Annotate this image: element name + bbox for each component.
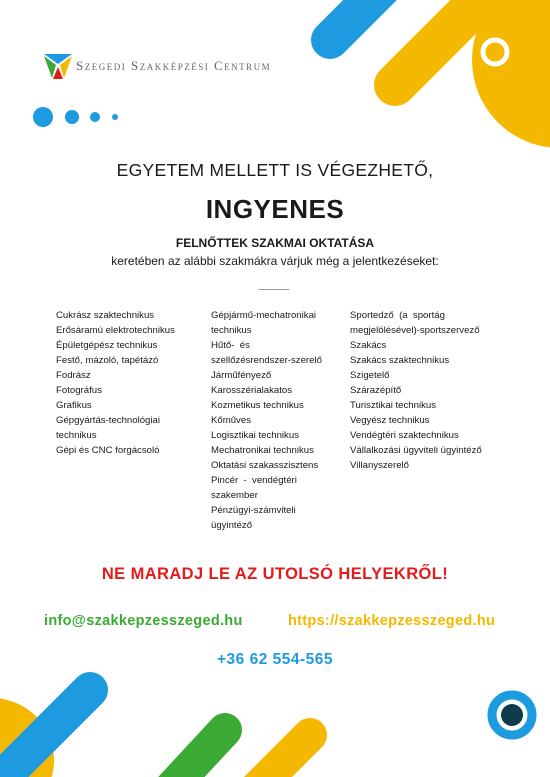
profession-item: szellőzésrendszer-szerelő [211,355,322,366]
profession-item: Hűtő- és [211,340,250,351]
profession-item: Oktatási szakasszisztens [211,460,319,471]
profession-item: Szakács szaktechnikus [350,355,450,366]
profession-item: Karosszérialakatos [211,385,293,396]
profession-item: Vegyész technikus [350,415,430,426]
profession-item: Vállalkozási ügyviteli ügyintéző [350,445,482,456]
profession-item: Grafikus [56,400,92,411]
profession-item: Szárazépítő [350,385,402,396]
profession-item: Villanyszerelő [350,460,410,471]
call-to-action: NE MARADJ LE AZ UTOLSÓ HELYEKRŐL! [101,565,449,583]
blue-dot-medium [65,110,79,124]
profession-item: Festő, mázoló, tapétázó [56,355,159,366]
email-link[interactable]: info@szakkepzesszeged.hu [44,613,243,629]
headline-free: INGYENES [205,194,345,224]
profession-item: ügyintéző [211,520,253,531]
profession-item: Cukrász szaktechnikus [56,310,155,321]
blue-dot-small [90,112,100,122]
blue-dot-large [33,107,53,127]
profession-item: Mechatronikai technikus [211,445,314,456]
profession-item: Vendégtéri szaktechnikus [350,430,459,441]
profession-item: Kozmetikus technikus [211,400,304,411]
profession-item: Pénzügyi-számviteli [211,505,296,516]
profession-item: Gépgyártás-technológiai [56,415,160,426]
profession-item: szakember [211,490,258,501]
profession-item: technikus [211,325,252,336]
profession-item: Pincér - vendégtéri [211,475,297,486]
website-link[interactable]: https://szakkepzesszeged.hu [288,613,496,629]
headline-subtext: keretében az alábbi szakmákra várjuk még a jelentkezéseket: [111,254,439,268]
divider [259,289,289,290]
dark-dot-bottom [501,704,523,726]
profession-column-2 [211,308,322,533]
blue-stripe-top [330,0,395,40]
profession-item: Erősáramú elektrotechnikus [56,325,175,336]
profession-item: Sportedző (a sportág [350,310,445,321]
logo-text: Szegedi Szakképzési Centrum [76,58,272,73]
blue-dot-tiny [112,114,118,120]
profession-item: Fodrász [56,370,91,381]
profession-item: Épületgépész technikus [56,340,158,351]
profession-item: Fotográfus [56,385,102,396]
phone-number[interactable]: +36 62 554-565 [216,651,334,668]
green-stripe-bottom [160,730,225,777]
headline-line1: EGYETEM MELLETT IS VÉGEZHETŐ, [116,160,434,180]
profession-item: Gépi és CNC forgácsoló [56,445,160,456]
profession-item: Szakács [350,340,387,351]
profession-column-1 [56,308,175,458]
profession-item: Gépjármű-mechatronikai [211,310,317,321]
profession-item: Járműfényező [211,370,272,381]
profession-item: Szigetelő [350,370,390,381]
yellow-quarter-top [472,0,550,148]
logo-icon [42,50,74,82]
profession-item: Kőműves [211,415,251,426]
profession-item: megjelölésével)-sportszervező [350,325,480,336]
profession-item: Turisztikai technikus [350,400,437,411]
profession-column-3 [350,308,482,473]
yellow-stripe-bottom [245,735,310,777]
profession-item: Logisztikai technikus [211,430,299,441]
headline-adult-training: FELNŐTTEK SZAKMAI OKTATÁSA [175,236,375,250]
profession-item: technikus [56,430,97,441]
